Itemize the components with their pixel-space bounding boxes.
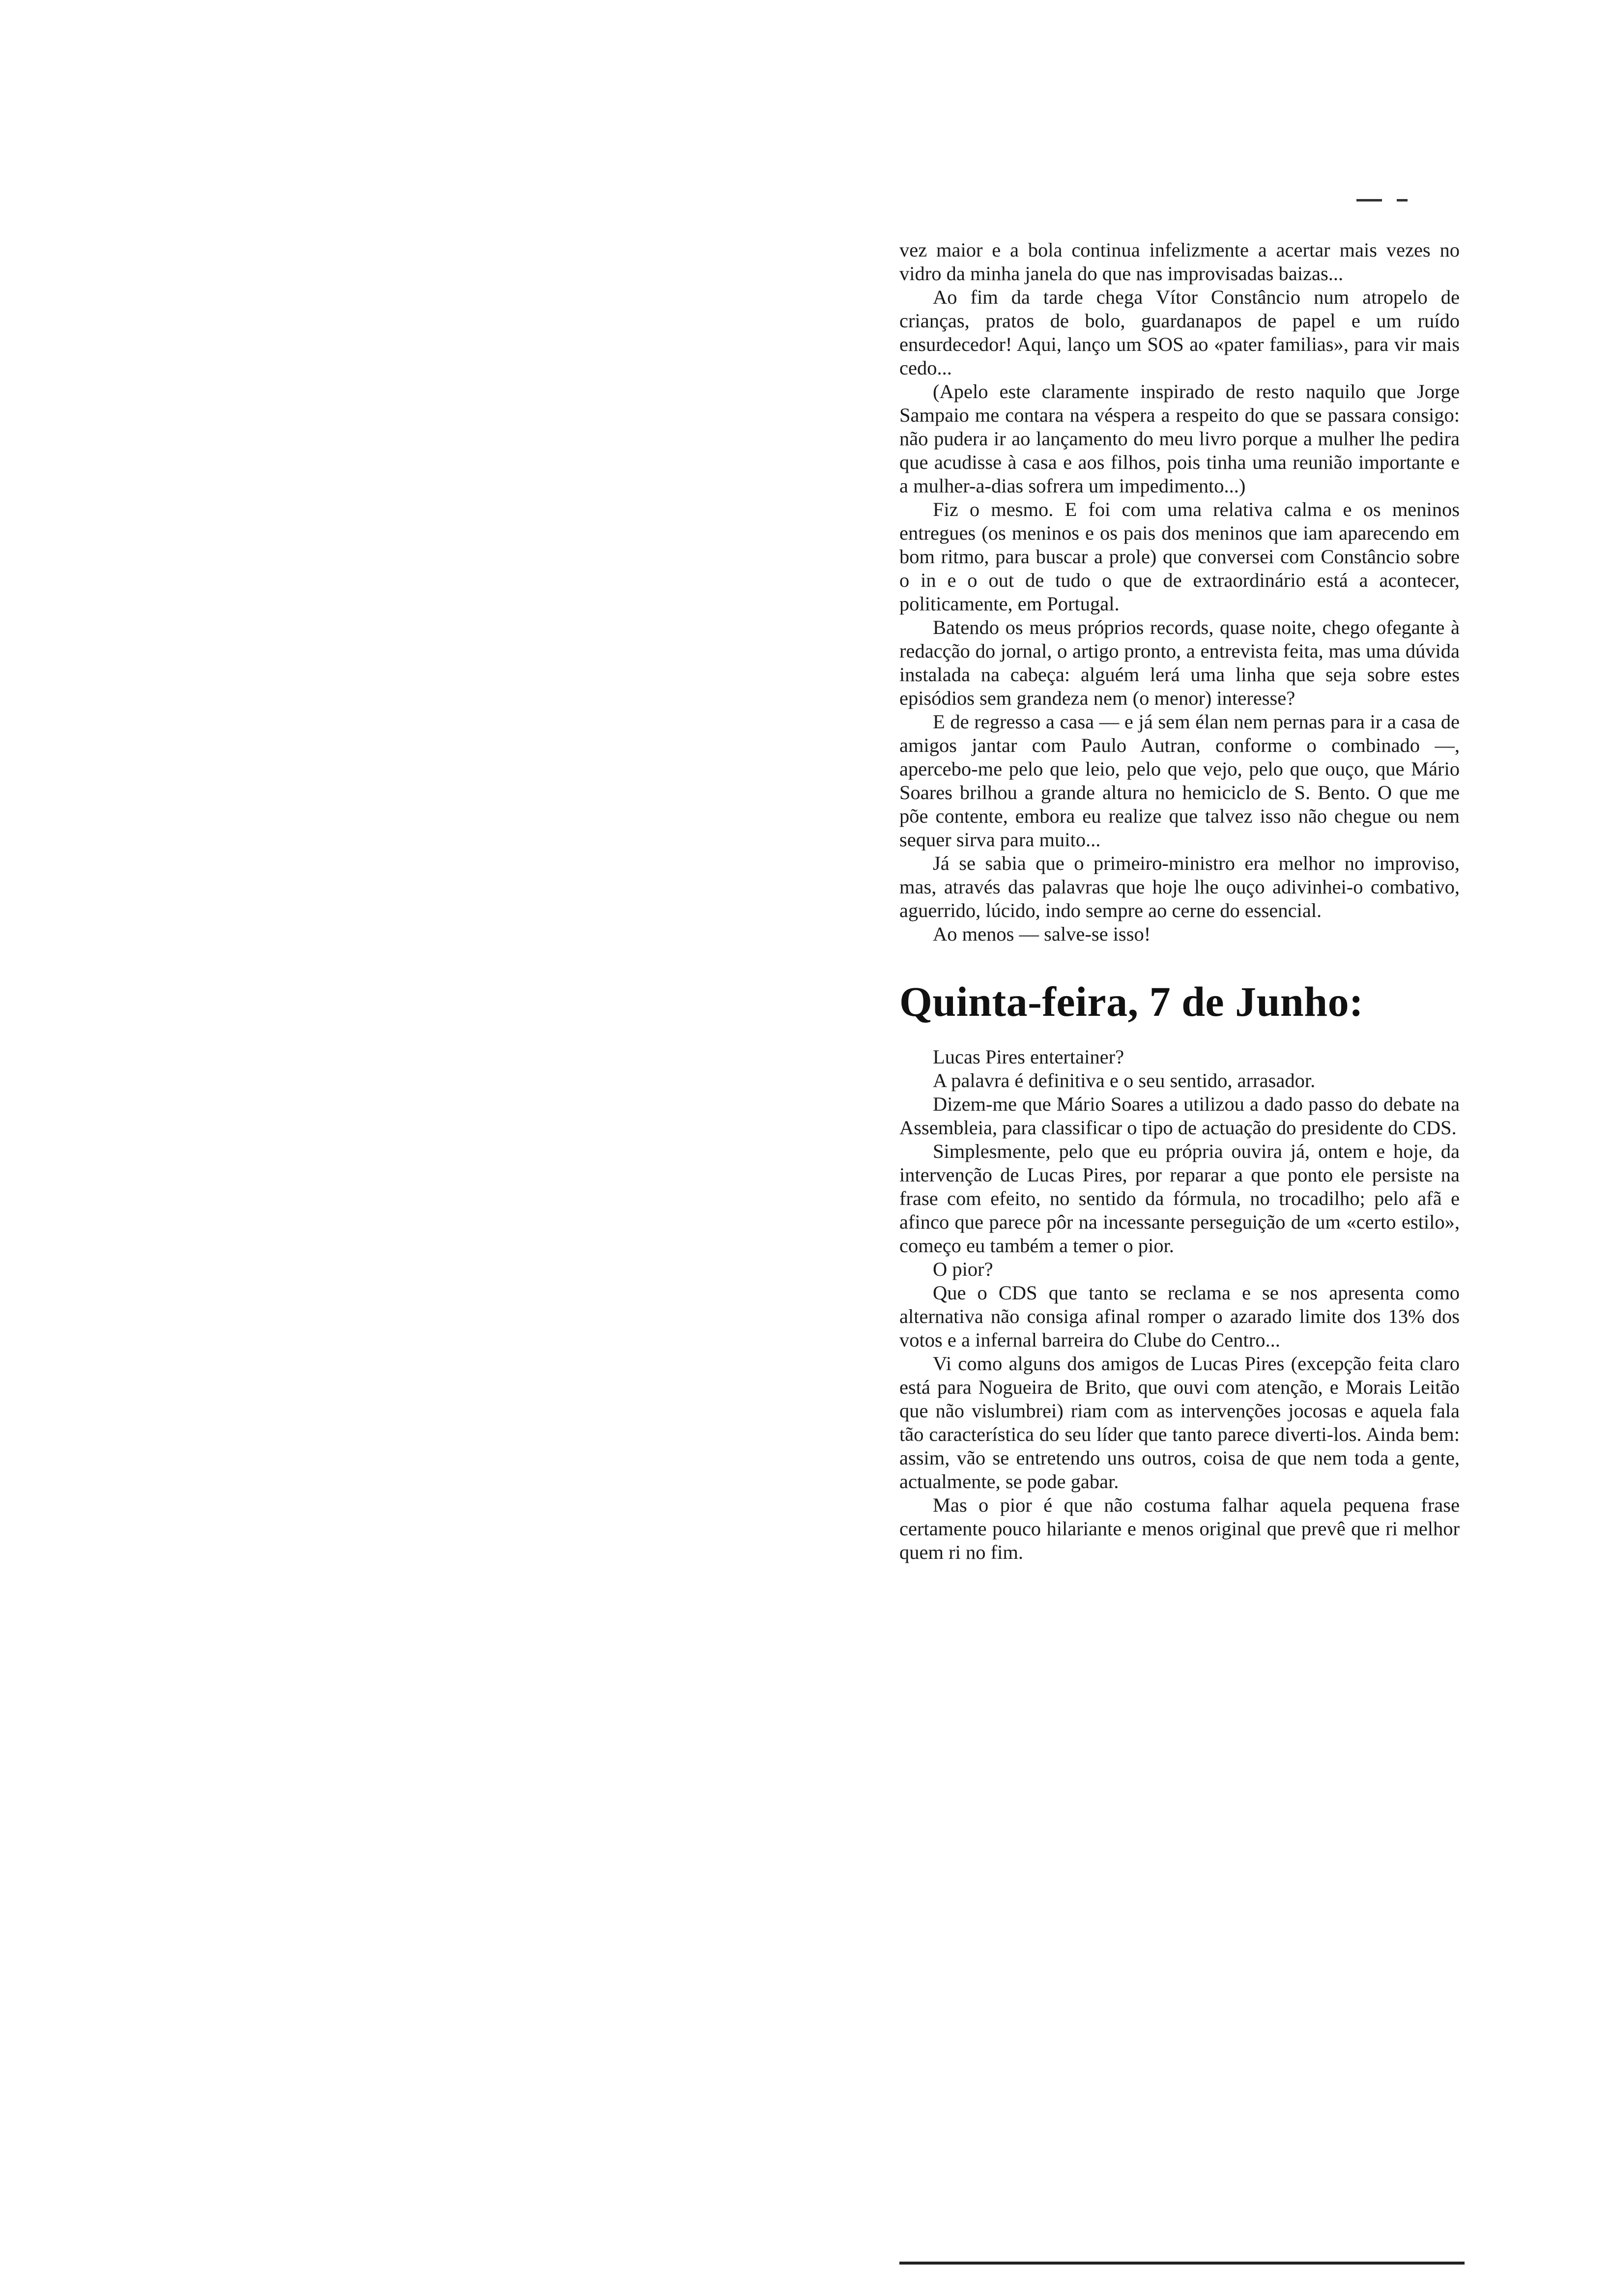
paragraph: Vi como alguns dos amigos de Lucas Pires (excepção feita claro está para Nogueira de Brito, que ouvi com atenção, e Morais Leitão que não vislumbrei) riam com as intervenções jocosas e aquela fala tão característica do seu líder que tanto parece diverti-los. Ainda bem: assim, vão se entretendo uns outros, coisa de que nem toda a gente, actualmente, se pode gabar. bbox=[899, 1352, 1460, 1492]
paragraph: Lucas Pires entertainer? bbox=[933, 1046, 1124, 1068]
paragraph: Que o CDS que tanto se reclama e se nos apresenta como alternativa não consiga afinal romper o azarado limite dos 13% dos votos e a infernal barreira do Clube do Centro... bbox=[899, 1282, 1460, 1351]
scan-mark-dash bbox=[1397, 199, 1408, 201]
paragraph: Dizem-me que Mário Soares a utilizou a dado passo do debate na Assembleia, para classificar o tipo de actuação do presidente do CDS. bbox=[899, 1093, 1460, 1139]
scan-mark-dash bbox=[1356, 199, 1382, 201]
paragraph: E de regresso a casa — e já sem élan nem pernas para ir a casa de amigos jantar com Paulo Autran, conforme o combinado —, apercebo-me pelo que leio, pelo que vejo, pelo que ouço, que Mário Soares brilhou a grande altura no hemiciclo de S. Bento. O que me põe contente, embora eu realize que talvez isso não chegue ou nem sequer sirva para muito... bbox=[899, 711, 1460, 851]
paragraph: Fiz o mesmo. E foi com uma relativa calma e os meninos entregues (os meninos e os pais dos meninos que iam aparecendo em bom ritmo, para buscar a prole) que conversei com Constâncio sobre o in e o out de tudo o que de extraordinário está a acontecer, politicamente, em Portugal. bbox=[899, 498, 1460, 615]
corner-scan-mark bbox=[1356, 194, 1410, 204]
paragraph: vez maior e a bola continua infelizmente a acertar mais vezes no vidro da minha janela do que nas improvisadas baizas... bbox=[899, 239, 1460, 285]
bottom-rule bbox=[899, 2262, 1465, 2265]
paragraph: Batendo os meus próprios records, quase noite, chego ofegante à redacção do jornal, o artigo pronto, a entrevista feita, mas uma dúvida instalada na cabeça: alguém lerá uma linha que seja sobre estes episódios sem grandeza nem (o menor) interesse? bbox=[899, 616, 1460, 709]
paragraph: Ao fim da tarde chega Vítor Constâncio num atropelo de crianças, pratos de bolo, guardanapos de papel e um ruído ensurdecedor! Aqui, lanço um SOS ao «pater familias», para vir mais cedo... bbox=[899, 286, 1460, 379]
paragraph: Já se sabia que o primeiro-ministro era melhor no improviso, mas, através das palavras que hoje lhe ouço adivinhei-o combativo, aguerrido, lúcido, indo sempre ao cerne do essencial. bbox=[899, 852, 1460, 921]
paragraph: Simplesmente, pelo que eu própria ouvira já, ontem e hoje, da intervenção de Lucas Pires, por reparar a que ponto ele persiste na frase com efeito, no sentido da fórmula, no trocadilho; pelo afã e afinco que parece pôr na incessante perseguição de um «certo estilo», começo eu também a temer o pior. bbox=[899, 1140, 1460, 1257]
paragraph: Mas o pior é que não costuma falhar aquela pequena frase certamente pouco hilariante e menos original que prevê que ri melhor quem ri no fim. bbox=[899, 1494, 1460, 1563]
section-heading: Quinta-feira, 7 de Junho: bbox=[899, 978, 1364, 1025]
paragraph: A palavra é definitiva e o seu sentido, arrasador. bbox=[933, 1069, 1316, 1091]
paragraph: Ao menos — salve-se isso! bbox=[933, 923, 1151, 945]
paragraph: (Apelo este claramente inspirado de resto naquilo que Jorge Sampaio me contara na véspera a respeito do que se passara consigo: não pudera ir ao lançamento do meu livro porque a mulher lhe pedira que acudisse à casa e aos filhos, pois tinha uma reunião importante e a mulher-a-dias sofrera um impedimento...) bbox=[899, 380, 1460, 497]
paragraph: O pior? bbox=[933, 1258, 993, 1280]
article-column bbox=[899, 238, 1460, 1564]
